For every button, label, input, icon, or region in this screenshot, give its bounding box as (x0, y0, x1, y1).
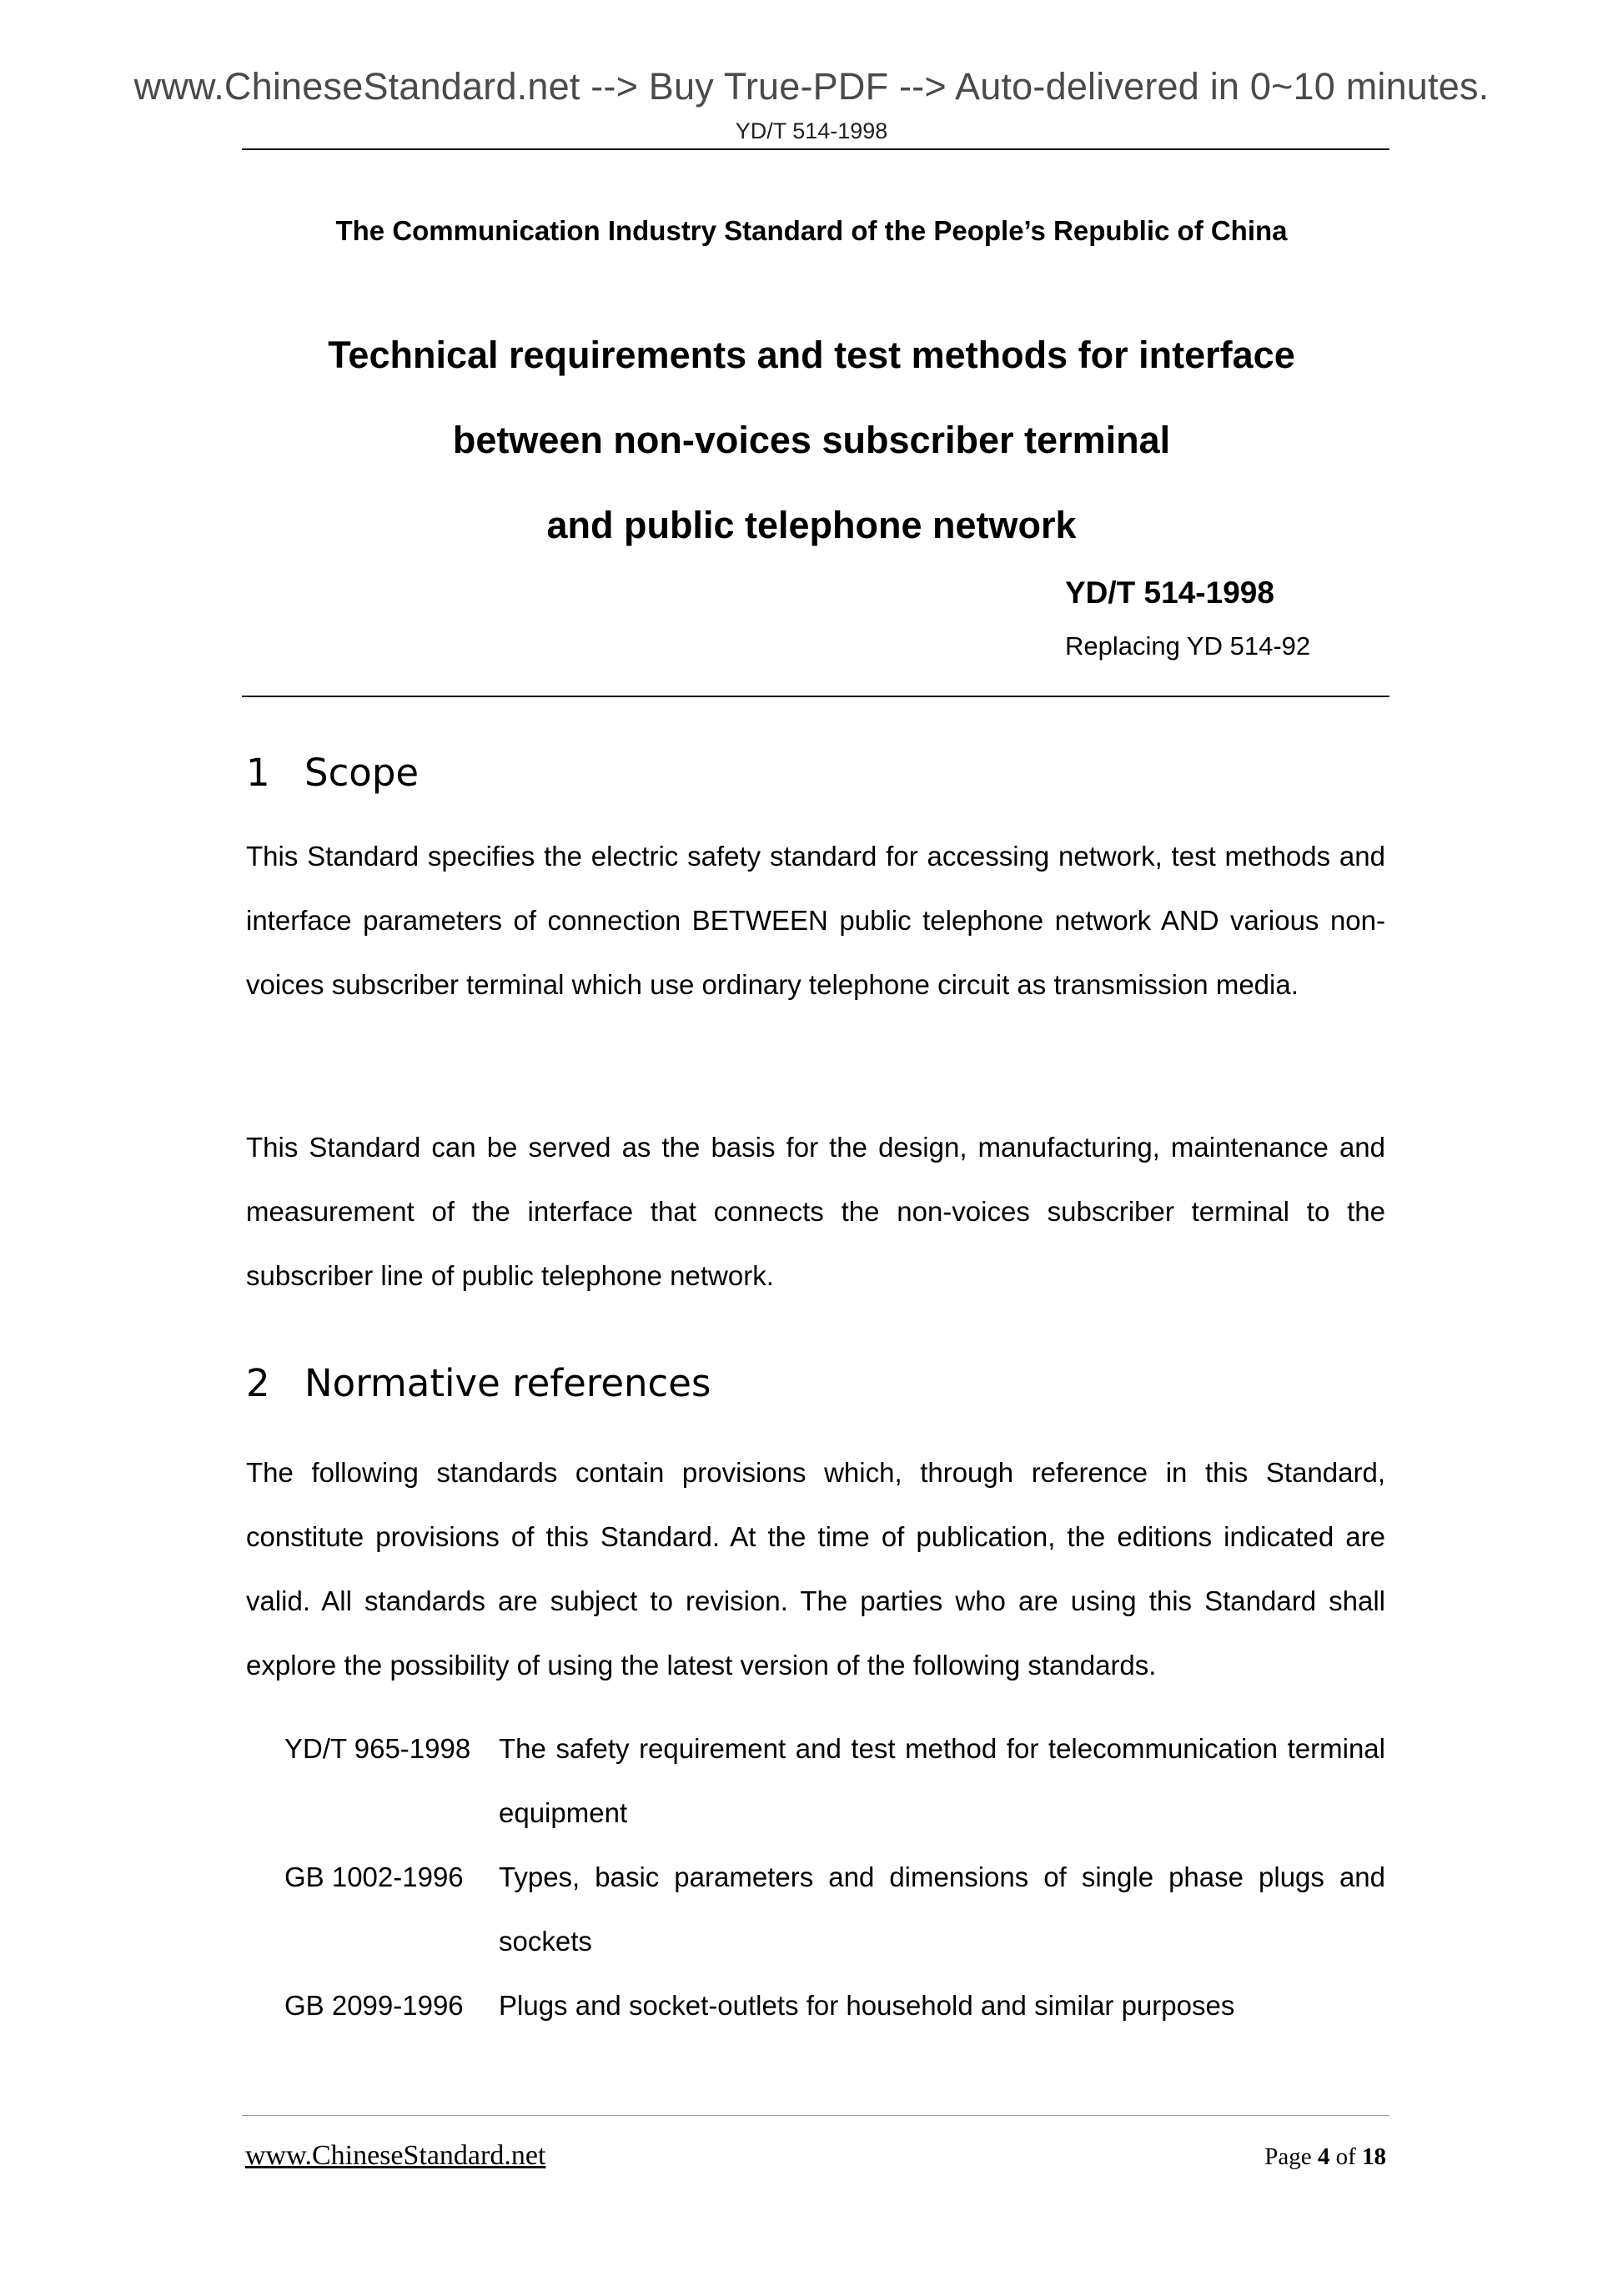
section-heading-normative-references (246, 1361, 711, 1405)
section-title: Normative references (304, 1361, 711, 1405)
issuing-organization: The Communication Industry Standard of the People’s Republic of China (335, 215, 1288, 246)
section-title: Scope (304, 751, 420, 795)
reference-title: The safety requirement and test method for telecommunication terminal equipment (499, 1733, 1385, 1828)
reference-code: GB 2099-1996 (284, 1990, 464, 2021)
section-heading-scope (246, 751, 419, 795)
title-divider (242, 696, 1389, 697)
normative-references-paragraph: The following standards contain provisions which, through reference in this Standard, constitute provisions of this Standard. At the time of publication, the editions indicated are valid. All standards are subject to revision. The parties who are using this Standard shall explore the possibility of using the latest version of the following standards. (246, 1457, 1385, 1681)
section-number: 1 (246, 751, 270, 795)
scope-paragraph-2: This Standard can be served as the basis for the design, manufacturing, maintenance and measurement of the interface that connects the non-voices subscriber terminal to the subscriber line of public telephone network. (246, 1132, 1385, 1291)
header-divider (242, 148, 1389, 150)
document-title-line-2: between non-voices subscriber terminal (452, 419, 1171, 461)
replaced-standard: Replacing YD 514-92 (1065, 631, 1311, 661)
page-indicator (1264, 2143, 1386, 2171)
reference-title: Types, basic parameters and dimensions of single phase plugs and sockets (499, 1861, 1385, 1957)
standard-code: YD/T 514-1998 (1065, 575, 1274, 610)
page-current: 4 (1317, 2143, 1330, 2170)
page-total: 18 (1362, 2143, 1386, 2170)
section-number: 2 (246, 1361, 270, 1405)
footer-site-link[interactable]: www.ChineseStandard.net (245, 2140, 546, 2171)
reference-code: GB 1002-1996 (284, 1861, 464, 1892)
footer-divider (242, 2115, 1389, 2116)
document-title-line-3: and public telephone network (546, 504, 1077, 546)
reference-title: Plugs and socket-outlets for household and similar purposes (499, 1990, 1235, 2021)
document-title-line-1: Technical requirements and test methods for interface (328, 334, 1295, 376)
reference-code: YD/T 965-1998 (284, 1733, 471, 1764)
page-of-label: of (1335, 2143, 1356, 2170)
running-header-code: YD/T 514-1998 (735, 118, 888, 143)
page-label: Page (1264, 2143, 1312, 2170)
promo-banner[interactable]: www.ChineseStandard.net --> Buy True-PDF --> Auto-delivered in 0~10 minutes. (133, 65, 1490, 108)
scope-paragraph-1: This Standard specifies the electric safety standard for accessing network, test methods and interface parameters of connection BETWEEN public telephone network AND various non-voices subscriber terminal which use ordinary telephone circuit as transmission media. (246, 841, 1385, 1000)
